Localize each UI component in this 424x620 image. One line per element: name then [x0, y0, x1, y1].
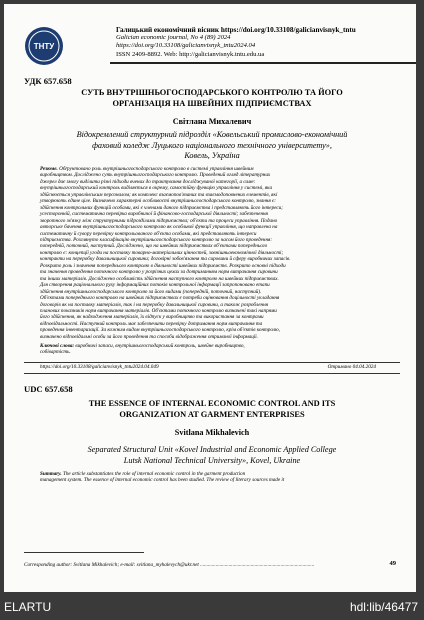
author-en: Svitlana Mikhalevich [174, 428, 250, 437]
section-rule-1 [24, 362, 400, 363]
repository-name: ELARTU [4, 600, 52, 614]
title-ua-line-2: ОРГАНІЗАЦІЯ НА ШВЕЙНИХ ПІДПРИЄМСТВАХ [112, 98, 312, 108]
affiliation-en-line-2: Lutsk National Technical University», Kovel, Ukraine [123, 455, 301, 465]
abstract-line-text: здійснюється управлінським персоналом; як комплекс взаємопов'язаних та взаємодоповнених елементів, які [40, 191, 278, 198]
abstract-line-text: Об'єктами попереднього контролю на швейних підприємствах є потреби оцінювання доцільності укладання [40, 295, 280, 302]
header-text [116, 26, 416, 59]
keywords-line-1: виробничі запаси, внутрішньогосподарський контроль, швейне виробництво, [75, 343, 245, 349]
abstract-line-text: планових показників норм витрачання матеріалів. Об'єктами поточного контролю визначені такі напрями [40, 307, 277, 314]
abstract-line-text: внутрішньогосподарський контроль виділяється в окрему, самостійну функцію управління у системі, яка [40, 185, 273, 192]
title-en [24, 399, 400, 420]
journal-issn: ISSN 2409-8892. Web: http://galicianvisnyk.tntu.edu.ua [116, 50, 265, 58]
viewer-footer [0, 592, 424, 620]
abstract-line-text: та значення проведення поточного контролю у розрізних цехах за дотриманням норм витрачання сировини [40, 269, 278, 276]
abstract-label: Резюме. [40, 166, 58, 172]
journal-name: Галицький економічний вісник https://doi.org/10.33108/galicianvisnyk_tntu [116, 26, 356, 34]
affiliation-ua-line-1: Відокремлений структурний підрозділ «Ковельський промислово-економічний [76, 130, 348, 139]
abstract-line-text: систематичну й сувору перевірку контрольованого об'єкта особами, які представляють інтереси [40, 230, 257, 237]
abstract-line-text: Для створення раціонального руху інформаційних потоків контрольної інформації запропоновано етапи [40, 282, 270, 289]
author-ua: Світлана Михалевич [172, 117, 252, 126]
paper-page [4, 4, 416, 592]
abstract-line-text: визначено відповідальні особи за його проведення та способи відображення отриманої інформації. [40, 333, 258, 340]
abstract-line-text: джерел дає змогу виділити різні підходи вчених до трактування досліджуваної категорії, а саме: [40, 178, 256, 185]
abstract-line-text: попередній, поточний, наступний. Досліджено, що на швейних підприємствах об'єктами попереднього [40, 243, 268, 250]
affiliation-ua-line-2: фаховий коледж Луцького національного технічного університету», [92, 140, 332, 150]
summary-line-1: The article substantiates the role of internal economic control in the garment production [62, 471, 246, 477]
abstract-line-text: контракти на переробку давальницької сировини; договірні зобов'язання та сировини й сферу виробничих запасів. [40, 256, 291, 263]
issue-doi: https://doi.org/10.33108/galicianvisnyk_tntu2024.04 [116, 42, 256, 50]
journal-logo [24, 26, 64, 66]
logo-text: ТНТУ [33, 42, 55, 51]
title-ua [24, 88, 400, 109]
footnote-rule [24, 552, 144, 553]
affiliation-ua-line-3: Ковель, Україна [184, 151, 240, 160]
abstract-line-text: контролю є: концепції угоди на поставку товарно-матеріальних цінностей, зовнішньоекономічної діяльності; [40, 249, 284, 256]
abstract-line-text: проведення інвентаризації. За кожним видом внутрішньогосподарського контролю, крім об'єктів контролю, [40, 327, 280, 334]
abstract-line-text: договорів як на поставку матеріалів, так і на переробку давальницької сировини, а також розроблення [40, 301, 269, 308]
abstract-line [40, 334, 394, 340]
abstract-line-text: відповідальності. Наступний контроль має забезпечити перевірку дотримання норм витрачання та [40, 320, 263, 327]
article-doi: https://doi.org/10.33108/galicianvisnyk_tntu2024.04.049 [40, 364, 159, 370]
abstract-line-text: та інших матеріалів. Досліджено особливість здійснення наступного контролю на швейних підприємствах. [40, 275, 279, 282]
abstract-line-text: його здійснення, як надходження матеріалів, їх відпуск у виробництво та використання за контрами [40, 314, 264, 321]
abstract-line-text: підприємства. Розглянуто класифікацію внутрішньогосподарського контролю за часом його проведення: [40, 236, 273, 243]
abstract-line-text: зворотного зв'язку між структурними підрозділами підприємства; об'єкти та процеси управління. Подано [40, 217, 278, 224]
affiliation-en [24, 445, 400, 466]
keywords-ua [40, 343, 394, 356]
udk-en: UDC 657.658 [24, 384, 73, 394]
abstract-line-text: Обґрунтовано роль внутрішньогосподарського контролю в системі управління швейним [59, 166, 254, 172]
affiliation-ua [24, 130, 400, 162]
abstract-ua [40, 166, 394, 340]
summary-label: Summary. [40, 471, 62, 477]
received-date: Отримано 04.04.2024 [327, 364, 376, 370]
abstract-line-text: здійснення внутрішньогосподарського контролю за його видами (попередній, поточний, наступний). [40, 288, 262, 295]
abstract-line-text: авторське бачення внутрішньогосподарського контролю як особливої функції управління, що направлена на [40, 224, 278, 231]
summary-line-2: management system. The essence of internal economic control has been studied. The review of literary sources made it [40, 477, 285, 484]
abstract-line-text: Розкрито роль і значення попереднього контролю в діяльності швейних підприємств. Розкрито основні підходи [40, 262, 286, 269]
abstract-line-text: здійснення контрольних функцій особами, які є членами даного підприємства і представляють його інтереси; [40, 204, 283, 211]
udk-ua: УДК 657.658 [24, 76, 72, 86]
abstract-line-text: утворюють єдине ціле. Визначено характерні особливості внутрішньогосподарського контролю, знання є: [40, 198, 276, 205]
header-rule [110, 62, 416, 64]
corresponding-author: Corresponding author: Svitlana Mikhalevich; e-mail: svitlana_myhalevych@ukr.net ........................................................................................ [24, 562, 315, 568]
keywords-label: Ключові слова: [40, 343, 75, 349]
abstract-line-text: виробництвом. Досліджено суть внутрішньогосподарського контролю. Проведений огляд літературних [40, 172, 271, 179]
journal-header [24, 18, 408, 66]
journal-issue: Galician economic journal, No 4 (89) 2024 [116, 34, 231, 42]
abstract-line-text: усесторонній, систематична перевірка виробничої й фінансово-господарської діяльності; забезпечення [40, 211, 268, 218]
title-ua-line-1: СУТЬ ВНУТРІШНЬОГОСПОДАРСЬКОГО КОНТРОЛЮ ТА ЙОГО [81, 88, 343, 97]
affiliation-en-line-1: Separated Structural Unit «Kovel Industrial and Economic Applied College [87, 445, 337, 454]
summary-en [40, 471, 394, 484]
keywords-line-2: собівартість. [40, 349, 71, 356]
section-rule-2 [24, 373, 400, 374]
page-number: 49 [389, 560, 396, 567]
title-en-line-2: ORGANIZATION AT GARMENT ENTERPRISES [119, 409, 305, 419]
handle-id: hdl:lib/46477 [349, 600, 418, 614]
title-en-line-1: THE ESSENCE OF INTERNAL ECONOMIC CONTROL AND ITS [88, 399, 336, 408]
